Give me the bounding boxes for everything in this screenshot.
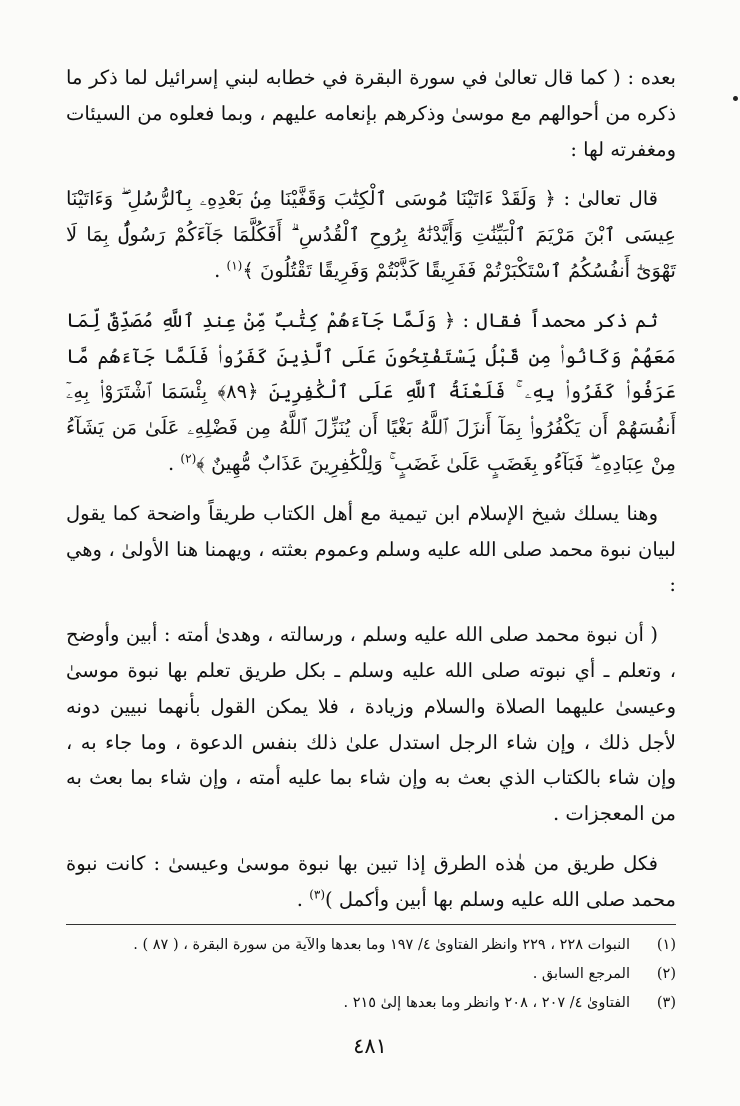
paragraph-quran-2 xyxy=(66,303,676,482)
footnote-number: (١) xyxy=(656,937,676,953)
paragraph-intro-text: بعده : ( كما قال تعالىٰ في سورة البقرة في خطابه لبني إسرائيل لما ذكر ما ذكره من أحوالهم مع موسىٰ وذكرهم بإنعامه عليهم ، وبما فعلوه من السيئات ومغفرته لها : xyxy=(66,66,676,161)
period: . xyxy=(214,258,221,282)
footnote-text: المرجع السابق . xyxy=(532,966,630,982)
footnote-3 xyxy=(66,989,676,1018)
paragraph-conclusion xyxy=(66,846,676,918)
paragraph-conclusion-text: فكل طريق من هٰذه الطرق إذا تبين بها نبوة موسىٰ وعيسىٰ : كانت نبوة محمد صلى الله عليه وسلم بها أبين وأكمل ) xyxy=(66,851,676,911)
paragraph-quote xyxy=(66,617,676,832)
footnote-ref-3: (٣) xyxy=(309,887,326,902)
paragraph-quran-1 xyxy=(66,181,676,288)
paragraph-ibn-taymiyya-text: وهنا يسلك شيخ الإسلام ابن تيمية مع أهل الكتاب طريقاً واضحة كما يقول لبيان نبوة محمد صلى الله عليه وسلم وعموم بعثته ، ويهمنا هنا الأولىٰ ، وهي : xyxy=(66,501,676,597)
period: . xyxy=(296,887,303,911)
footnote-number: (٢) xyxy=(656,966,676,982)
quran-verse-87: قال تعالىٰ : ﴿ وَلَقَدْ ءَاتَيْنَا مُوسَى ٱلْكِتَٰبَ وَقَفَّيْنَا مِنۢ بَعْدِهِۦ بِٱلرُّسُلِ ۖ وَءَاتَيْنَا عِيسَى ٱبْنَ مَرْيَمَ ٱلْبَيِّنَٰتِ وَأَيَّدْنَٰهُ بِرُوحِ ٱلْقُدُسِ ۗ أَفَكُلَّمَا جَآءَكُمْ رَسُولٌۢ بِمَا لَا تَهْوَىٰٓ أَنفُسُكُمُ ٱسْتَكْبَرْتُمْ فَفَرِيقًا كَذَّبْتُمْ وَفَرِيقًا تَقْتُلُونَ ﴾ xyxy=(66,187,676,282)
paragraph-intro xyxy=(66,60,676,167)
footnote-number: (٣) xyxy=(656,995,676,1011)
footnote-2 xyxy=(66,960,676,989)
footnote-1 xyxy=(66,931,676,960)
period: . xyxy=(168,451,175,475)
page-number: ٤٨١ xyxy=(353,1034,387,1058)
main-text xyxy=(66,60,676,918)
footnotes xyxy=(66,924,676,1018)
footnote-text: النبوات ٢٢٨ ، ٢٢٩ وانظر الفتاوىٰ ٤/ ١٩٧ وما بعدها والآية من سورة البقرة ، ( ٨٧ ) . xyxy=(133,937,630,953)
margin-dot xyxy=(733,96,738,101)
footnote-text: الفتاوىٰ ٤/ ٢٠٧ ، ٢٠٨ وانظر وما بعدها إلىٰ ٢١٥ . xyxy=(343,995,630,1011)
paragraph-ibn-taymiyya xyxy=(66,496,676,603)
quran-verse-89-90: ثم ذكر محمداً فقال : ﴿ وَلَمَّا جَآءَهُمْ كِتَٰبٌ مِّنْ عِندِ ٱللَّهِ مُصَدِّقٌ لِّمَا مَعَهُمْ وَكَانُوا۟ مِن قَبْلُ يَسْتَفْتِحُونَ عَلَى ٱلَّذِينَ كَفَرُوا۟ فَلَمَّا جَآءَهُم مَّا عَرَفُوا۟ كَفَرُوا۟ بِهِۦ ۚ فَلَعْنَةُ ٱللَّهِ عَلَى ٱلْكَٰفِرِينَ ﴿٨٩﴾ بِئْسَمَا ٱشْتَرَوْا۟ بِهِۦٓ أَنفُسَهُمْ أَن يَكْفُرُوا۟ بِمَآ أَنزَلَ ٱللَّهُ بَغْيًا أَن يُنَزِّلَ ٱللَّهُ مِن فَضْلِهِۦ عَلَىٰ مَن يَشَآءُ مِنْ عِبَادِهِۦ ۖ فَبَآءُو بِغَضَبٍ عَلَىٰ غَضَبٍ ۚ وَلِلْكَٰفِرِينَ عَذَابٌ مُّهِينٌ ﴾ xyxy=(66,308,677,475)
paragraph-quote-text: ( أن نبوة محمد صلى الله عليه وسلم ، ورسالته ، وهدىٰ أمته : أبين وأوضح ، وتعلم ـ أي نبوته صلى الله عليه وسلم ـ بكل طريق تعلم بها نبوة موسىٰ وعيسىٰ عليهما الصلاة والسلام وزيادة ، فلا يمكن القول بأنهما نبيين دونه لأجل ذلك ، وإن شاء الرجل استدل علىٰ ذلك بنفس الدعوة ، وما جاء به ، وإن شاء بالكتاب الذي بعث به وإن شاء بما عليه أمته ، وإن شاء بما بعث به من المعجزات . xyxy=(66,623,676,826)
footnote-ref-1: (١) xyxy=(226,258,243,273)
footnote-ref-2: (٢) xyxy=(180,451,197,466)
